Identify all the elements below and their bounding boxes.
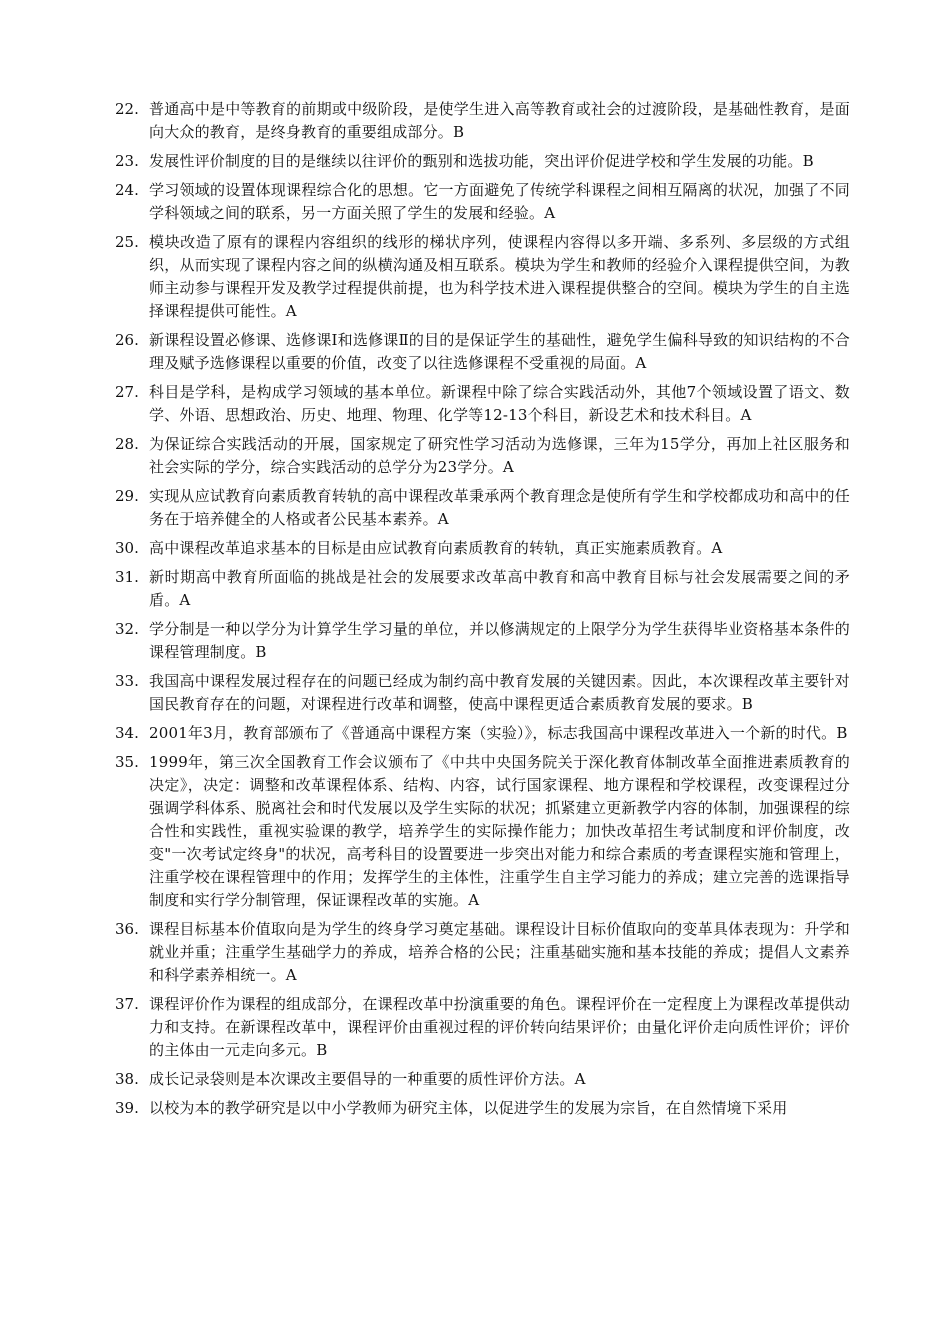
item-number: 26. <box>115 331 139 349</box>
item-text: 我国高中课程发展过程存在的问题已经成为制约高中教育发展的关键因素。因此，本次课程改革主要针对国民教育存在的问题，对课程进行改革和调整，使高中课程更适合素质教育发展的要求。B <box>149 672 850 713</box>
item-text: 课程目标基本价值取向是为学生的终身学习奠定基础。课程设计目标价值取向的变革具体表现为：升学和就业并重；注重学生基础学力的养成，培养合格的公民；注重基础实施和基本技能的养成；提倡人文素养和科学素养相统一。A <box>149 920 850 984</box>
item-number: 36. <box>115 920 139 938</box>
list-item <box>115 618 850 664</box>
question-list <box>115 98 850 1126</box>
item-number: 25. <box>115 233 139 251</box>
list-item <box>115 1068 850 1091</box>
list-item <box>115 381 850 427</box>
item-number: 39. <box>115 1099 139 1117</box>
list-item <box>115 918 850 987</box>
list-item <box>115 1097 850 1120</box>
item-number: 29. <box>115 487 139 505</box>
list-item <box>115 670 850 716</box>
item-number: 38. <box>115 1070 139 1088</box>
item-text: 成长记录袋则是本次课改主要倡导的一种重要的质性评价方法。A <box>149 1070 586 1088</box>
item-text: 普通高中是中等教育的前期或中级阶段，是使学生进入高等教育或社会的过渡阶段，是基础性教育，是面向大众的教育，是终身教育的重要组成部分。B <box>149 100 850 141</box>
item-text: 1999年，第三次全国教育工作会议颁布了《中共中央国务院关于深化教育体制改革全面推进素质教育的决定》，决定：调整和改革课程体系、结构、内容，试行国家课程、地方课程和学校课程，改变课程过分强调学科体系、脱离社会和时代发展以及学生实际的状况；抓紧建立更新教学内容的体制，加强课程的综合性和实践性，重视实验课的教学，培养学生的实际操作能力；加快改革招生考试制度和评价制度，改变"一次考试定终身"的状况，高考科目的设置要进一步突出对能力和综合素质的考查课程实施和管理上，注重学校在课程管理中的作用；发挥学生的主体性，注重学生自主学习能力的养成；建立完善的选课指导制度和实行学分制管理，保证课程改革的实施。A <box>149 753 850 909</box>
item-text: 学分制是一种以学分为计算学生学习量的单位，并以修满规定的上限学分为学生获得毕业资格基本条件的课程管理制度。B <box>149 620 850 661</box>
item-text: 以校为本的教学研究是以中小学教师为研究主体，以促进学生的发展为宗旨，在自然情境下采用 <box>149 1099 788 1117</box>
item-number: 30. <box>115 539 139 557</box>
list-item <box>115 231 850 323</box>
list-item <box>115 150 850 173</box>
item-text: 新课程设置必修课、选修课Ⅰ和选修课Ⅱ的目的是保证学生的基础性，避免学生偏科导致的知识结构的不合理及赋予选修课程以重要的价值，改变了以往选修课程不受重视的局面。A <box>149 331 850 372</box>
item-number: 24. <box>115 181 139 199</box>
list-item <box>115 433 850 479</box>
list-item <box>115 179 850 225</box>
list-item <box>115 329 850 375</box>
item-text: 新时期高中教育所面临的挑战是社会的发展要求改革高中教育和高中教育目标与社会发展需要之间的矛盾。A <box>149 568 850 609</box>
list-item <box>115 566 850 612</box>
list-item <box>115 722 850 745</box>
item-number: 34. <box>115 724 139 742</box>
item-number: 37. <box>115 995 139 1013</box>
item-text: 课程评价作为课程的组成部分，在课程改革中扮演重要的角色。课程评价在一定程度上为课程改革提供动力和支持。在新课程改革中，课程评价由重视过程的评价转向结果评价；由量化评价走向质性评价；评价的主体由一元走向多元。B <box>149 995 850 1059</box>
item-number: 31. <box>115 568 139 586</box>
item-text: 科目是学科，是构成学习领域的基本单位。新课程中除了综合实践活动外，其他7个领域设置了语文、数学、外语、思想政治、历史、地理、物理、化学等12-13个科目，新设艺术和技术科目。A <box>149 383 850 424</box>
list-item <box>115 537 850 560</box>
item-text: 为保证综合实践活动的开展，国家规定了研究性学习活动为选修课，三年为15学分，再加上社区服务和社会实际的学分，综合实践活动的总学分为23学分。A <box>149 435 850 476</box>
item-number: 22. <box>115 100 139 118</box>
item-number: 33. <box>115 672 139 690</box>
item-number: 23. <box>115 152 139 170</box>
list-item <box>115 98 850 144</box>
item-text: 2001年3月，教育部颁布了《普通高中课程方案（实验）》，标志我国高中课程改革进入一个新的时代。B <box>149 724 848 742</box>
item-number: 32. <box>115 620 139 638</box>
item-text: 学习领域的设置体现课程综合化的思想。它一方面避免了传统学科课程之间相互隔离的状况，加强了不同学科领域之间的联系，另一方面关照了学生的发展和经验。A <box>149 181 850 222</box>
list-item <box>115 485 850 531</box>
item-text: 实现从应试教育向素质教育转轨的高中课程改革秉承两个教育理念是使所有学生和学校都成功和高中的任务在于培养健全的人格或者公民基本素养。A <box>149 487 850 528</box>
list-item <box>115 993 850 1062</box>
item-number: 27. <box>115 383 139 401</box>
list-item <box>115 751 850 912</box>
item-text: 发展性评价制度的目的是继续以往评价的甄别和选拔功能，突出评价促进学校和学生发展的功能。B <box>149 152 814 170</box>
item-text: 高中课程改革追求基本的目标是由应试教育向素质教育的转轨，真正实施素质教育。A <box>149 539 723 557</box>
item-number: 28. <box>115 435 139 453</box>
item-text: 模块改造了原有的课程内容组织的线形的梯状序列，使课程内容得以多开端、多系列、多层级的方式组织，从而实现了课程内容之间的纵横沟通及相互联系。模块为学生和教师的经验介入课程提供空间，为教师主动参与课程开发及教学过程提供前提，也为科学技术进入课程提供整合的空间。模块为学生的自主选择课程提供可能性。A <box>149 233 850 320</box>
item-number: 35. <box>115 753 139 771</box>
